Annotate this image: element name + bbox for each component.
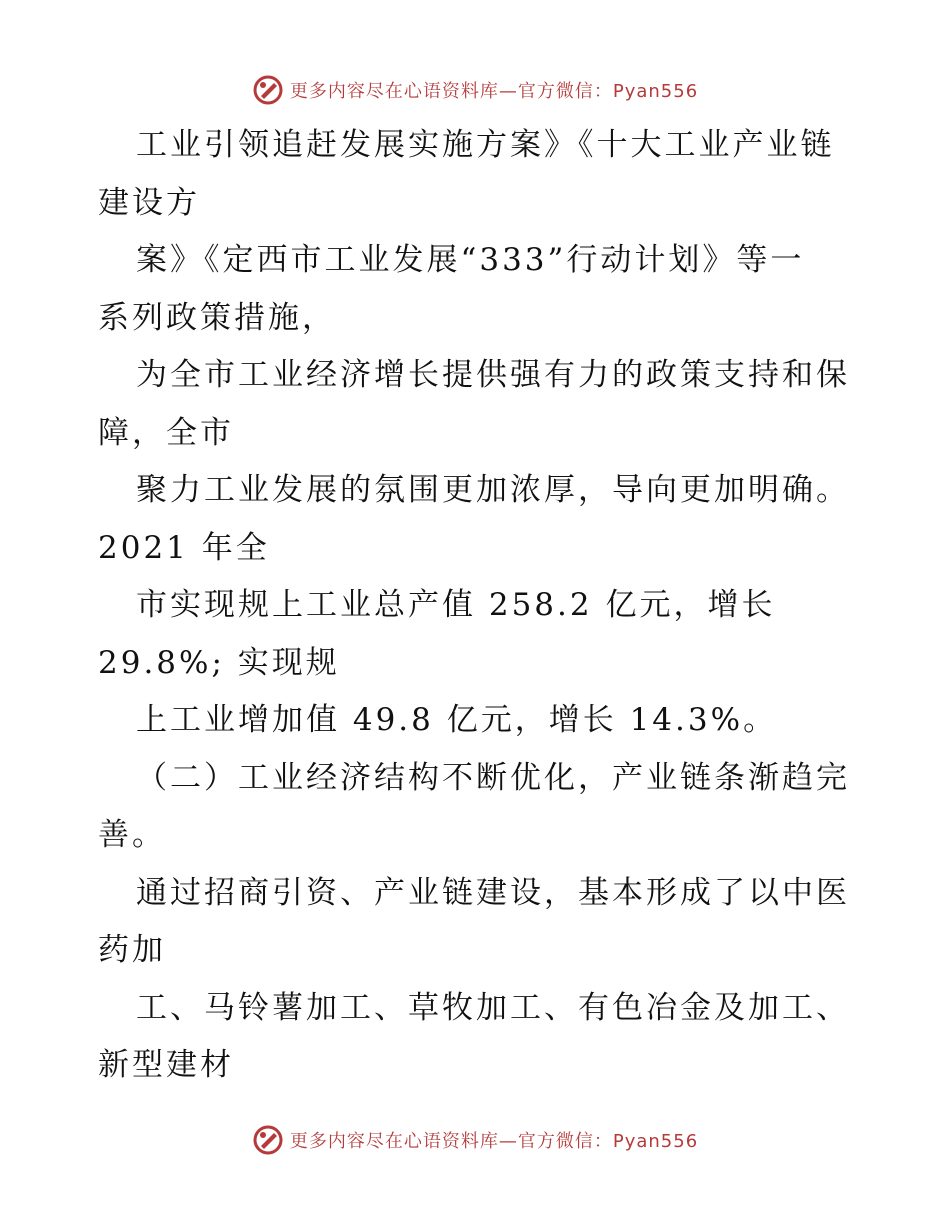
text-line: 工、马铃薯加工、草牧加工、有色冶金及加工、 (136, 989, 850, 1026)
text-line: 建设方 (98, 184, 200, 221)
text-line: 案》《定西市工业发展“333”行动计划》等一 (136, 242, 805, 278)
text-line: 善。 (98, 817, 166, 853)
text-line: 新型建材 (98, 1047, 234, 1083)
text-line: 聚力工业发展的氛围更加浓厚，导向更加明确。 (136, 472, 850, 508)
footer-banner-text: 更多内容尽在心语资料库—官方微信：Pyan556 (289, 1131, 699, 1152)
text-line: 市实现规上工业总产值 258.2 亿元，增长 (136, 587, 776, 623)
text-line: 工业引领追赶发展实施方案》《十大工业产业链 (136, 127, 835, 163)
text-line: （二）工业经济结构不断优化，产业链条渐趋完 (136, 759, 850, 796)
document-body (98, 117, 858, 1095)
logo-icon (252, 1124, 284, 1156)
text-line: 通过招商引资、产业链建设，基本形成了以中医 (136, 874, 850, 911)
text-line: 2021 年全 (98, 529, 270, 566)
header-banner-text: 更多内容尽在心语资料库—官方微信：Pyan556 (289, 81, 699, 102)
logo-icon (252, 74, 284, 106)
text-line: 系列政策措施， (98, 299, 336, 336)
text-line: 为全市工业经济增长提供强有力的政策支持和保 (136, 357, 850, 393)
text-line: 29.8%; 实现规 (98, 644, 340, 681)
text-line: 上工业增加值 49.8 亿元，增长 14.3%。 (136, 702, 778, 738)
text-line: 药加 (98, 932, 166, 968)
header-banner (0, 70, 950, 110)
text-line: 障，全市 (98, 414, 234, 451)
footer-banner (0, 1120, 950, 1160)
